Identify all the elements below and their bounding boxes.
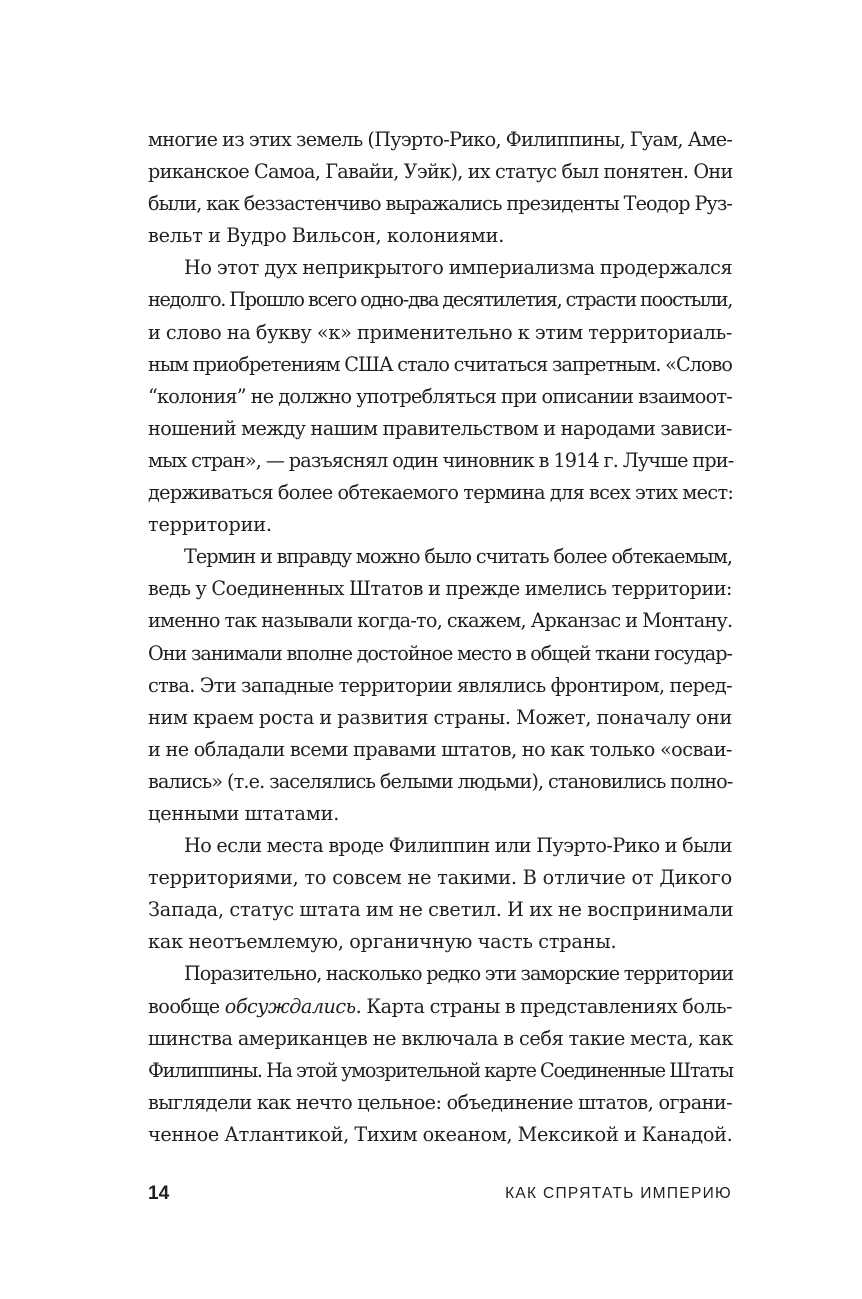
text-line: мых стран», — разъяснял один чиновник в 1914 г. Лучше при- [148, 448, 734, 472]
text-run: шинства американцев не включала в себя такие места, как [148, 1026, 734, 1050]
text-line: вельт и Вудро Вильсон, колониями. [148, 224, 505, 248]
body-text [148, 124, 732, 1151]
text-line: Но если места вроде Филиппин или Пуэрто-Рико и были [184, 834, 732, 858]
text-line: ведь у Соединенных Штатов и прежде имелись территории: [148, 577, 732, 601]
italic-emphasis: обсуждались [224, 994, 356, 1018]
text-line [148, 991, 732, 1023]
text-line [148, 1087, 732, 1119]
text-line: и слово на букву «к» применительно к этим территориаль- [148, 320, 733, 344]
text-run: Поразительно, насколько редко эти заморские территории [184, 962, 734, 986]
page-footer [148, 1178, 732, 1210]
text-line: ним краем роста и развития страны. Может, поначалу они [148, 705, 732, 729]
text-line: Термин и вправду можно было считать более обтекаемым, [184, 545, 732, 569]
text-line: ства. Эти западные территории являлись фронтиром, перед- [148, 673, 732, 697]
text-line: Запада, статус штата им не светил. И их не воспринимали [148, 898, 734, 922]
text-line: ным приобретениям США стало считаться запретным. «Слово [148, 352, 732, 376]
text-line [148, 1055, 732, 1087]
text-line [148, 1119, 732, 1151]
text-line: Они занимали вполне достойное место в общей ткани государ- [148, 641, 732, 665]
text-line: “колония” не должно употребляться при описании взаимоот- [148, 384, 732, 408]
text-line: держиваться более обтекаемого термина для всех этих мест: [148, 481, 734, 505]
text-line: вались» (т.е. заселялись белыми людьми), становились полно- [148, 769, 733, 793]
paragraph-4 [148, 830, 732, 958]
text-run: ченное Атлантикой, Тихим океаном, Мексикой и Канадой. [148, 1122, 733, 1146]
text-line: риканское Самоа, Гавайи, Уэйк), их статус был понятен. Они [148, 160, 733, 184]
text-line: ценными штатами. [148, 801, 340, 825]
paragraph-5 [148, 958, 732, 1151]
paragraph-1 [148, 124, 732, 252]
text-line: ношений между нашим правительством и народами зависи- [148, 416, 732, 440]
text-line: Но этот дух неприкрытого империализма продержался [184, 256, 733, 280]
text-run: . Карта страны в представлениях боль- [355, 994, 732, 1018]
text-line [148, 1023, 732, 1055]
text-line: были, как беззастенчиво выражались президенты Теодор Руз- [148, 192, 732, 216]
text-line: именно так называли когда-то, скажем, Арканзас и Монтану. [148, 609, 733, 633]
text-line: территории. [148, 513, 272, 537]
text-run: выглядели как нечто цельное: объединение штатов, ограни- [148, 1090, 732, 1114]
text-line: как неотъемлемую, органичную часть страны. [148, 930, 617, 954]
paragraph-3 [148, 541, 732, 830]
text-line [148, 958, 732, 990]
text-line: многие из этих земель (Пуэрто-Рико, Филиппины, Гуам, Аме- [148, 128, 733, 151]
text-line: и не обладали всеми правами штатов, но как только «осваи- [148, 737, 732, 761]
text-run: вообще [148, 994, 225, 1018]
text-line: недолго. Прошло всего одно-два десятилетия, страсти поостыли, [148, 288, 733, 312]
running-title: КАК СПРЯТАТЬ ИМПЕРИЮ [505, 1185, 732, 1202]
paragraph-2 [148, 252, 732, 541]
text-line: территориями, то совсем не такими. В отличие от Дикого [148, 866, 732, 890]
text-run: Филиппины. На этой умозрительной карте Соединенные Штаты [148, 1058, 733, 1082]
page-number: 14 [148, 1183, 170, 1204]
